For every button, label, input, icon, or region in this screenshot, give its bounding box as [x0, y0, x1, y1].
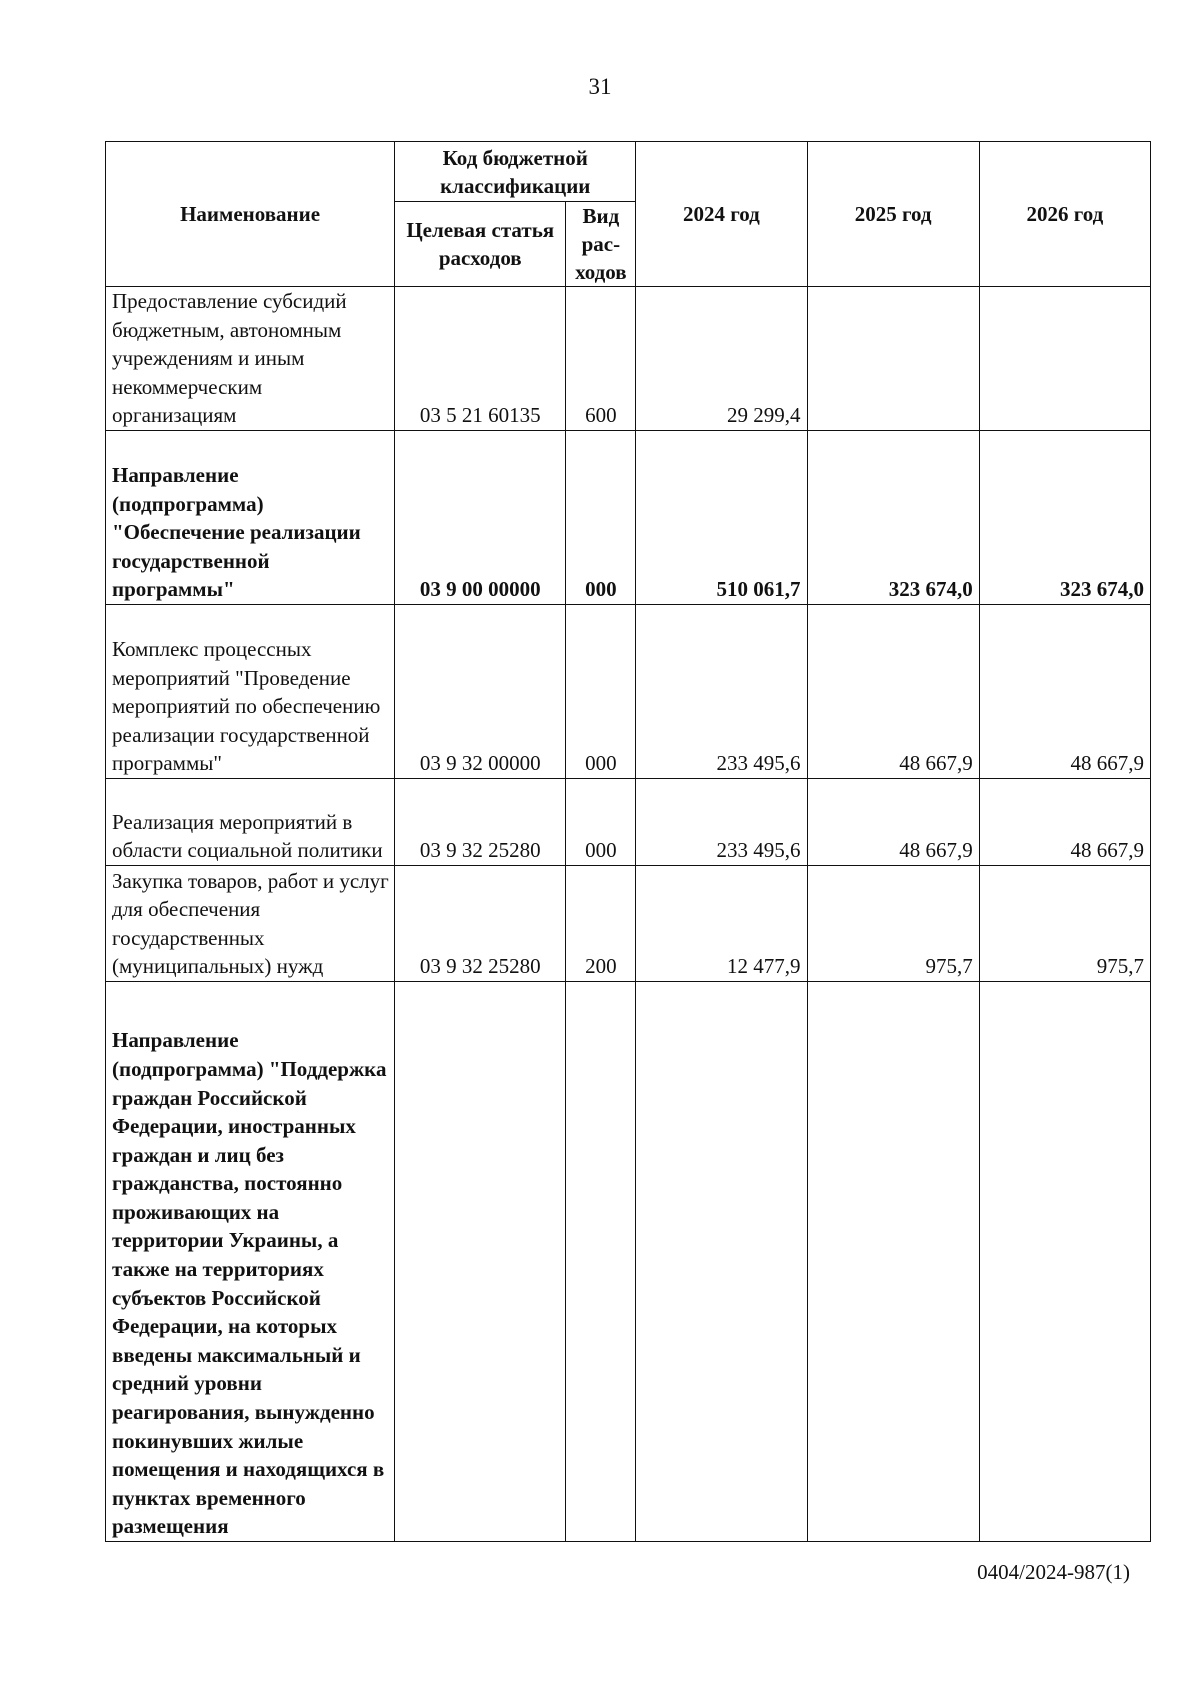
- row-name: Комплекс процессных мероприятий "Проведение мероприятий по обеспечению реализации государственной программы": [106, 605, 395, 779]
- header-expense-type: Вид рас-ходов: [566, 202, 636, 287]
- row-target-code: [395, 982, 566, 1542]
- table-row: [106, 287, 1151, 431]
- row-value-2024: 510 061,7: [636, 431, 807, 605]
- row-value-2026: 323 674,0: [979, 431, 1150, 605]
- row-value-2025: 323 674,0: [807, 431, 979, 605]
- header-target-article: Целевая статья расходов: [395, 202, 566, 287]
- row-value-2024: 29 299,4: [636, 287, 807, 431]
- table-row: [106, 431, 1151, 605]
- budget-table: [105, 141, 1151, 1542]
- row-expense-type: 000: [566, 431, 636, 605]
- row-value-2026: 975,7: [979, 866, 1150, 982]
- table-row: [106, 605, 1151, 779]
- row-value-2025: 48 667,9: [807, 605, 979, 779]
- row-value-2025: 48 667,9: [807, 779, 979, 866]
- row-value-2025: [807, 982, 979, 1542]
- row-value-2026: 48 667,9: [979, 605, 1150, 779]
- row-expense-type: 000: [566, 779, 636, 866]
- row-target-code: 03 9 32 00000: [395, 605, 566, 779]
- row-value-2026: 48 667,9: [979, 779, 1150, 866]
- row-value-2024: 12 477,9: [636, 866, 807, 982]
- row-expense-type: 600: [566, 287, 636, 431]
- header-2024: 2024 год: [636, 142, 807, 287]
- row-target-code: 03 9 00 00000: [395, 431, 566, 605]
- row-value-2024: [636, 982, 807, 1542]
- table-row: [106, 866, 1151, 982]
- row-value-2025: 975,7: [807, 866, 979, 982]
- row-target-code: 03 9 32 25280: [395, 779, 566, 866]
- row-value-2026: [979, 287, 1150, 431]
- page-number: 31: [588, 74, 612, 99]
- table-row: [106, 982, 1151, 1542]
- header-name: Наименование: [106, 142, 395, 287]
- header-2026: 2026 год: [979, 142, 1150, 287]
- row-target-code: 03 5 21 60135: [395, 287, 566, 431]
- document-code: 0404/2024-987(1): [977, 1560, 1130, 1584]
- row-target-code: 03 9 32 25280: [395, 866, 566, 982]
- header-budget-code: Код бюджетной классификации: [395, 142, 636, 202]
- header-2025: 2025 год: [807, 142, 979, 287]
- row-expense-type: [566, 982, 636, 1542]
- row-value-2026: [979, 982, 1150, 1542]
- row-name: Направление (подпрограмма) "Поддержка граждан Российской Федерации, иностранных граждан и лиц без гражданства, постоянно проживающих на территории Украины, а также на территориях субъектов Российской Федерации, на которых введены максимальный и средний уровни реагирования, вынужденно покинувших жилые помещения и находящихся в пунктах временного размещения: [106, 982, 395, 1542]
- row-expense-type: 200: [566, 866, 636, 982]
- row-name: Направление (подпрограмма) "Обеспечение реализации государственной программы": [106, 431, 395, 605]
- row-expense-type: 000: [566, 605, 636, 779]
- row-value-2025: [807, 287, 979, 431]
- row-name: Реализация мероприятий в области социальной политики: [106, 779, 395, 866]
- row-value-2024: 233 495,6: [636, 605, 807, 779]
- table-row: [106, 779, 1151, 866]
- row-name: Предоставление субсидий бюджетным, автономным учреждениям и иным некоммерческим организациям: [106, 287, 395, 431]
- row-name: Закупка товаров, работ и услуг для обеспечения государственных (муниципальных) нужд: [106, 866, 395, 982]
- row-value-2024: 233 495,6: [636, 779, 807, 866]
